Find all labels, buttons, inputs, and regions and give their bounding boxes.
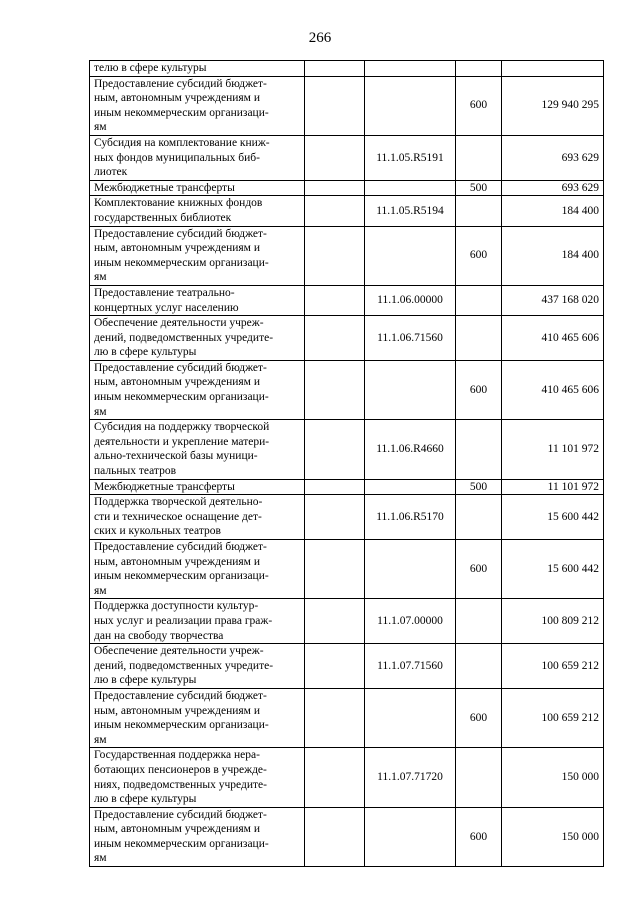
- row-kvr-cell: 600: [456, 540, 502, 599]
- row-empty-cell: [305, 76, 365, 135]
- row-kvr-cell: 600: [456, 807, 502, 866]
- row-sum-cell: 15 600 442: [502, 495, 604, 540]
- row-sum-cell: 184 400: [502, 196, 604, 226]
- row-name-cell: Предоставление субсидий бюджет- ным, автономным учреждениям и иным некоммерческим организаци- ям: [90, 76, 305, 135]
- table-row: [90, 495, 604, 540]
- row-empty-cell: [305, 180, 365, 196]
- row-code-cell: [365, 180, 456, 196]
- page-number: 266: [308, 30, 332, 46]
- row-code-cell: [365, 76, 456, 135]
- row-empty-cell: [305, 688, 365, 747]
- row-sum-cell: 184 400: [502, 226, 604, 285]
- table-row: [90, 688, 604, 747]
- row-code-cell: 11.1.07.71720: [365, 748, 456, 807]
- row-code-cell: 11.1.05.R5191: [365, 135, 456, 180]
- row-code-cell: 11.1.06.71560: [365, 316, 456, 361]
- row-sum-cell: 11 101 972: [502, 479, 604, 495]
- row-empty-cell: [305, 316, 365, 361]
- row-name-cell: Межбюджетные трансферты: [90, 180, 305, 196]
- table-row: [90, 479, 604, 495]
- row-sum-cell: 15 600 442: [502, 540, 604, 599]
- row-empty-cell: [305, 285, 365, 315]
- row-sum-cell: [502, 61, 604, 77]
- row-kvr-cell: [456, 196, 502, 226]
- row-name-cell: Предоставление субсидий бюджет- ным, автономным учреждениям и иным некоммерческим организаци- ям: [90, 226, 305, 285]
- row-name-cell: Обеспечение деятельности учреж- дений, подведомственных учредите- лю в сфере культуры: [90, 316, 305, 361]
- row-empty-cell: [305, 748, 365, 807]
- table-row: [90, 599, 604, 644]
- row-empty-cell: [305, 226, 365, 285]
- row-kvr-cell: 500: [456, 180, 502, 196]
- row-kvr-cell: [456, 135, 502, 180]
- row-kvr-cell: [456, 316, 502, 361]
- row-code-cell: [365, 61, 456, 77]
- row-name-cell: Предоставление субсидий бюджет- ным, автономным учреждениям и иным некоммерческим организаци- ям: [90, 688, 305, 747]
- row-empty-cell: [305, 644, 365, 689]
- row-code-cell: 11.1.07.00000: [365, 599, 456, 644]
- row-empty-cell: [305, 479, 365, 495]
- row-kvr-cell: [456, 420, 502, 479]
- row-name-cell: телю в сфере культуры: [90, 61, 305, 77]
- table-row: [90, 644, 604, 689]
- row-sum-cell: 100 809 212: [502, 599, 604, 644]
- table-row: [90, 807, 604, 866]
- row-name-cell: Предоставление субсидий бюджет- ным, автономным учреждениям и иным некоммерческим организаци- ям: [90, 540, 305, 599]
- row-kvr-cell: 600: [456, 360, 502, 419]
- row-code-cell: 11.1.06.00000: [365, 285, 456, 315]
- row-name-cell: Межбюджетные трансферты: [90, 479, 305, 495]
- row-code-cell: 11.1.07.71560: [365, 644, 456, 689]
- table-row: [90, 196, 604, 226]
- row-kvr-cell: [456, 61, 502, 77]
- row-empty-cell: [305, 599, 365, 644]
- row-empty-cell: [305, 61, 365, 77]
- row-sum-cell: 11 101 972: [502, 420, 604, 479]
- row-kvr-cell: 500: [456, 479, 502, 495]
- table-row: [90, 135, 604, 180]
- table-row: [90, 180, 604, 196]
- row-sum-cell: 693 629: [502, 135, 604, 180]
- row-kvr-cell: 600: [456, 226, 502, 285]
- row-name-cell: Комплектование книжных фондов государственных библиотек: [90, 196, 305, 226]
- row-empty-cell: [305, 360, 365, 419]
- row-sum-cell: 150 000: [502, 807, 604, 866]
- row-name-cell: Субсидия на комплектование книж- ных фондов муниципальных биб- лиотек: [90, 135, 305, 180]
- table-row: [90, 76, 604, 135]
- row-empty-cell: [305, 495, 365, 540]
- table-row: [90, 316, 604, 361]
- row-code-cell: [365, 479, 456, 495]
- table-row: [90, 420, 604, 479]
- row-sum-cell: 437 168 020: [502, 285, 604, 315]
- row-empty-cell: [305, 135, 365, 180]
- row-kvr-cell: 600: [456, 76, 502, 135]
- row-name-cell: Предоставление субсидий бюджет- ным, автономным учреждениям и иным некоммерческим организаци- ям: [90, 360, 305, 419]
- row-code-cell: [365, 807, 456, 866]
- row-name-cell: Поддержка творческой деятельно- сти и техническое оснащение дет- ских и кукольных театров: [90, 495, 305, 540]
- row-sum-cell: 693 629: [502, 180, 604, 196]
- row-kvr-cell: [456, 644, 502, 689]
- row-sum-cell: 129 940 295: [502, 76, 604, 135]
- row-kvr-cell: [456, 748, 502, 807]
- row-sum-cell: 410 465 606: [502, 316, 604, 361]
- row-name-cell: Предоставление театрально- концертных услуг населению: [90, 285, 305, 315]
- table-row: [90, 226, 604, 285]
- row-name-cell: Государственная поддержка нера- ботающих пенсионеров в учрежде- ниях, подведомственных учредите- лю в сфере культуры: [90, 748, 305, 807]
- table-row: [90, 285, 604, 315]
- row-code-cell: 11.1.06.R4660: [365, 420, 456, 479]
- row-name-cell: Обеспечение деятельности учреж- дений, подведомственных учредите- лю в сфере культуры: [90, 644, 305, 689]
- row-code-cell: 11.1.06.R5170: [365, 495, 456, 540]
- table-row: [90, 61, 604, 77]
- table-row: [90, 748, 604, 807]
- row-kvr-cell: [456, 599, 502, 644]
- row-name-cell: Поддержка доступности культур- ных услуг и реализации права граж- дан на свободу творчества: [90, 599, 305, 644]
- row-sum-cell: 100 659 212: [502, 644, 604, 689]
- row-kvr-cell: [456, 285, 502, 315]
- budget-table-body: [90, 61, 604, 867]
- row-sum-cell: 410 465 606: [502, 360, 604, 419]
- row-empty-cell: [305, 807, 365, 866]
- row-sum-cell: 150 000: [502, 748, 604, 807]
- row-code-cell: [365, 688, 456, 747]
- row-empty-cell: [305, 420, 365, 479]
- row-code-cell: 11.1.05.R5194: [365, 196, 456, 226]
- budget-table: [89, 60, 604, 867]
- table-row: [90, 360, 604, 419]
- row-name-cell: Субсидия на поддержку творческой деятельности и укрепление матери- ально-технической базы муници- пальных театров: [90, 420, 305, 479]
- row-sum-cell: 100 659 212: [502, 688, 604, 747]
- row-kvr-cell: [456, 495, 502, 540]
- row-empty-cell: [305, 540, 365, 599]
- row-name-cell: Предоставление субсидий бюджет- ным, автономным учреждениям и иным некоммерческим организаци- ям: [90, 807, 305, 866]
- row-code-cell: [365, 540, 456, 599]
- row-code-cell: [365, 360, 456, 419]
- row-kvr-cell: 600: [456, 688, 502, 747]
- table-row: [90, 540, 604, 599]
- row-code-cell: [365, 226, 456, 285]
- row-empty-cell: [305, 196, 365, 226]
